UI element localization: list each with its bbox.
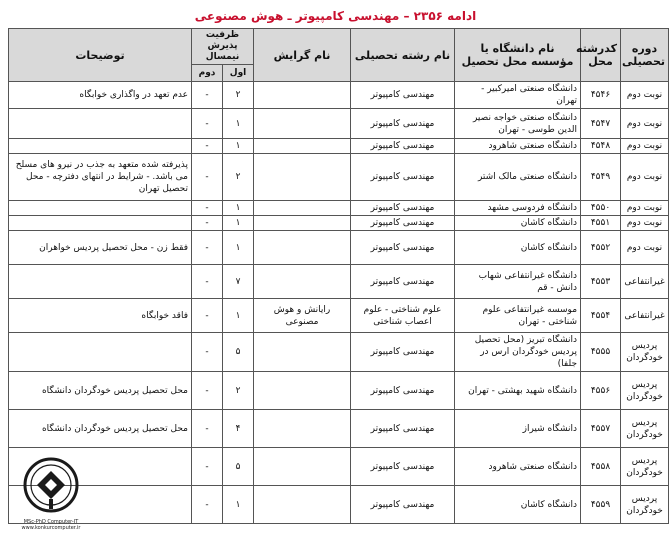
cell-period: پردیس خودگردان bbox=[621, 486, 669, 524]
cell-code: ۴۵۵۶ bbox=[581, 372, 621, 410]
cell-major: مهندسی کامپیوتر bbox=[351, 216, 455, 231]
cell-major: مهندسی کامپیوتر bbox=[351, 333, 455, 372]
cell-second-semester: - bbox=[192, 299, 223, 333]
cell-notes bbox=[9, 139, 192, 154]
cell-notes: محل تحصیل پردیس خودگردان دانشگاه bbox=[9, 372, 192, 410]
cell-major: مهندسی کامپیوتر bbox=[351, 372, 455, 410]
cell-period: نوبت دوم bbox=[621, 216, 669, 231]
cell-second-semester: - bbox=[192, 231, 223, 265]
cell-orientation bbox=[254, 231, 351, 265]
cell-notes: عدم تعهد در واگذاری خوابگاه bbox=[9, 82, 192, 109]
table-row bbox=[9, 154, 669, 201]
cell-code: ۴۵۵۵ bbox=[581, 333, 621, 372]
table-row bbox=[9, 216, 669, 231]
cell-first-semester: ۱ bbox=[223, 486, 254, 524]
cell-notes: فقط زن - محل تحصیل پردیس خواهران bbox=[9, 231, 192, 265]
cell-period: پردیس خودگردان bbox=[621, 410, 669, 448]
header-major: نام رشته تحصیلی bbox=[351, 29, 455, 82]
logo-sublabel: www.konkurcomputer.ir bbox=[21, 525, 81, 531]
header-capacity: ظرفیت پذیرش نیمسال bbox=[192, 29, 254, 65]
cell-university: دانشگاه صنعتی خواجه نصیر الدین طوسی - تهران bbox=[455, 109, 581, 139]
admissions-table bbox=[8, 28, 669, 524]
cell-period: نوبت دوم bbox=[621, 154, 669, 201]
cell-major: مهندسی کامپیوتر bbox=[351, 139, 455, 154]
cell-major: مهندسی کامپیوتر bbox=[351, 109, 455, 139]
cell-first-semester: ۵ bbox=[223, 448, 254, 486]
cell-university: دانشگاه کاشان bbox=[455, 231, 581, 265]
cell-code: ۴۵۴۹ bbox=[581, 154, 621, 201]
cell-university: دانشگاه شیراز bbox=[455, 410, 581, 448]
cell-university: دانشگاه صنعتی شاهرود bbox=[455, 448, 581, 486]
cell-major: مهندسی کامپیوتر bbox=[351, 82, 455, 109]
cell-second-semester: - bbox=[192, 372, 223, 410]
cell-orientation bbox=[254, 410, 351, 448]
cell-code: ۴۵۴۶ bbox=[581, 82, 621, 109]
cell-major: مهندسی کامپیوتر bbox=[351, 201, 455, 216]
cell-first-semester: ۲ bbox=[223, 372, 254, 410]
cell-period: پردیس خودگردان bbox=[621, 372, 669, 410]
cell-period: غیرانتفاعی bbox=[621, 265, 669, 299]
cell-orientation bbox=[254, 216, 351, 231]
table-row bbox=[9, 109, 669, 139]
cell-code: ۴۵۵۳ bbox=[581, 265, 621, 299]
cell-code: ۴۵۴۷ bbox=[581, 109, 621, 139]
cell-major: مهندسی کامپیوتر bbox=[351, 410, 455, 448]
cell-period: نوبت دوم bbox=[621, 201, 669, 216]
cell-period: غیرانتفاعی bbox=[621, 299, 669, 333]
page-title: ادامه ۲۳۵۶ – مهندسی کامپیوتر ـ هوش مصنوعی bbox=[194, 9, 477, 23]
cell-university: دانشگاه غیرانتفاعی شهاب دانش - قم bbox=[455, 265, 581, 299]
cell-second-semester: - bbox=[192, 139, 223, 154]
cell-notes bbox=[9, 201, 192, 216]
cell-first-semester: ۱ bbox=[223, 201, 254, 216]
cell-second-semester: - bbox=[192, 333, 223, 372]
cell-orientation: رایانش و هوش مصنوعی bbox=[254, 299, 351, 333]
header-code: کدرشته محل bbox=[581, 29, 621, 82]
cell-major: مهندسی کامپیوتر bbox=[351, 448, 455, 486]
cell-orientation bbox=[254, 154, 351, 201]
cell-university: دانشگاه کاشان bbox=[455, 486, 581, 524]
cell-code: ۴۵۵۲ bbox=[581, 231, 621, 265]
cell-orientation bbox=[254, 265, 351, 299]
cell-orientation bbox=[254, 82, 351, 109]
table-row bbox=[9, 265, 669, 299]
cell-period: پردیس خودگردان bbox=[621, 333, 669, 372]
cell-university: دانشگاه کاشان bbox=[455, 216, 581, 231]
cell-code: ۴۵۴۸ bbox=[581, 139, 621, 154]
cell-first-semester: ۱ bbox=[223, 231, 254, 265]
cell-first-semester: ۵ bbox=[223, 333, 254, 372]
cell-university: موسسه غیرانتفاعی علوم شناختی - تهران bbox=[455, 299, 581, 333]
cell-university: دانشگاه صنعتی مالک اشتر bbox=[455, 154, 581, 201]
table-row bbox=[9, 410, 669, 448]
cell-orientation bbox=[254, 372, 351, 410]
cell-first-semester: ۷ bbox=[223, 265, 254, 299]
cell-orientation bbox=[254, 201, 351, 216]
cell-first-semester: ۴ bbox=[223, 410, 254, 448]
table-row bbox=[9, 333, 669, 372]
cell-notes bbox=[9, 109, 192, 139]
cell-university: دانشگاه صنعتی شاهرود bbox=[455, 139, 581, 154]
cell-university: دانشگاه شهید بهشتی - تهران bbox=[455, 372, 581, 410]
cell-period: پردیس خودگردان bbox=[621, 448, 669, 486]
header-notes: توضیحات bbox=[9, 29, 192, 82]
cell-major: مهندسی کامپیوتر bbox=[351, 231, 455, 265]
cell-orientation bbox=[254, 448, 351, 486]
header-second-semester: دوم bbox=[192, 65, 223, 82]
cell-orientation bbox=[254, 333, 351, 372]
cell-period: نوبت دوم bbox=[621, 109, 669, 139]
cell-code: ۴۵۵۹ bbox=[581, 486, 621, 524]
header-orientation: نام گرایش bbox=[254, 29, 351, 82]
cell-first-semester: ۱ bbox=[223, 299, 254, 333]
cell-second-semester: - bbox=[192, 216, 223, 231]
table-row bbox=[9, 139, 669, 154]
cell-code: ۴۵۵۱ bbox=[581, 216, 621, 231]
cell-first-semester: ۲ bbox=[223, 154, 254, 201]
logo-emblem-icon bbox=[23, 455, 79, 515]
table-row bbox=[9, 448, 669, 486]
cell-notes bbox=[9, 333, 192, 372]
cell-first-semester: ۲ bbox=[223, 82, 254, 109]
cell-university: دانشگاه تبریز (محل تحصیل پردیس خودگردان ارس در جلفا) bbox=[455, 333, 581, 372]
cell-period: نوبت دوم bbox=[621, 231, 669, 265]
cell-code: ۴۵۵۴ bbox=[581, 299, 621, 333]
cell-period: نوبت دوم bbox=[621, 139, 669, 154]
cell-notes bbox=[9, 216, 192, 231]
cell-notes: پذیرفته شده متعهد به جذب در نیرو های مسلح می باشد. - شرایط در انتهای دفترچه - محل تحصیل تهران bbox=[9, 154, 192, 201]
table-row bbox=[9, 486, 669, 524]
cell-period: نوبت دوم bbox=[621, 82, 669, 109]
logo-label: MSc-PhD Computer-IT bbox=[23, 519, 79, 525]
cell-code: ۴۵۵۰ bbox=[581, 201, 621, 216]
cell-major: مهندسی کامپیوتر bbox=[351, 486, 455, 524]
cell-notes: محل تحصیل پردیس خودگردان دانشگاه bbox=[9, 410, 192, 448]
cell-first-semester: ۱ bbox=[223, 109, 254, 139]
cell-major: مهندسی کامپیوتر bbox=[351, 154, 455, 201]
cell-notes bbox=[9, 265, 192, 299]
cell-second-semester: - bbox=[192, 448, 223, 486]
cell-university: دانشگاه فردوسی مشهد bbox=[455, 201, 581, 216]
table-row bbox=[9, 82, 669, 109]
cell-second-semester: - bbox=[192, 201, 223, 216]
table-row bbox=[9, 299, 669, 333]
header-first-semester: اول bbox=[223, 65, 254, 82]
brand-logo bbox=[18, 455, 84, 541]
cell-second-semester: - bbox=[192, 109, 223, 139]
cell-second-semester: - bbox=[192, 486, 223, 524]
cell-second-semester: - bbox=[192, 410, 223, 448]
cell-orientation bbox=[254, 109, 351, 139]
cell-code: ۴۵۵۷ bbox=[581, 410, 621, 448]
cell-first-semester: ۱ bbox=[223, 139, 254, 154]
cell-notes: فاقد خوابگاه bbox=[9, 299, 192, 333]
cell-major: مهندسی کامپیوتر bbox=[351, 265, 455, 299]
cell-second-semester: - bbox=[192, 82, 223, 109]
table-body bbox=[9, 82, 669, 524]
table-row bbox=[9, 201, 669, 216]
table-row bbox=[9, 231, 669, 265]
header-period: دوره تحصیلی bbox=[621, 29, 669, 82]
table-row bbox=[9, 372, 669, 410]
cell-second-semester: - bbox=[192, 265, 223, 299]
cell-first-semester: ۱ bbox=[223, 216, 254, 231]
cell-major: علوم شناختی - علوم اعصاب شناختی bbox=[351, 299, 455, 333]
cell-second-semester: - bbox=[192, 154, 223, 201]
cell-university: دانشگاه صنعتی امیرکبیر - تهران bbox=[455, 82, 581, 109]
cell-orientation bbox=[254, 486, 351, 524]
cell-orientation bbox=[254, 139, 351, 154]
cell-code: ۴۵۵۸ bbox=[581, 448, 621, 486]
header-university: نام دانشگاه یا مؤسسه محل تحصیل bbox=[455, 29, 581, 82]
